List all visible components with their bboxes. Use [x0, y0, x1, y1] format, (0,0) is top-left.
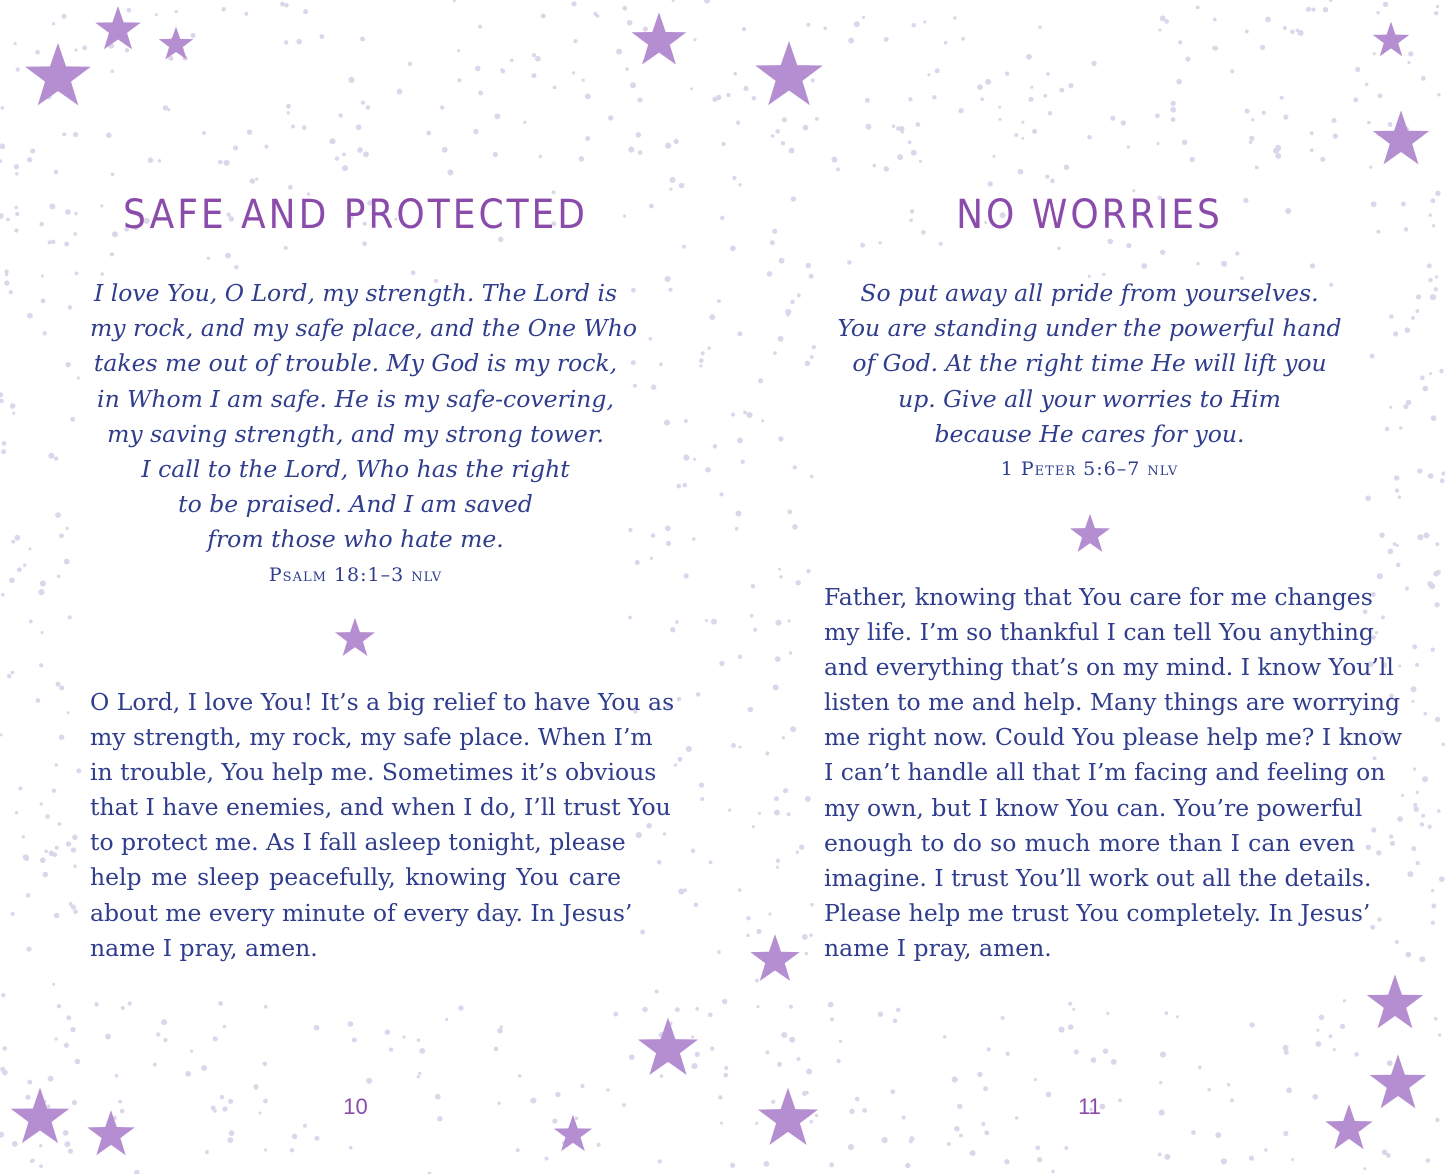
prayer-line: to protect me. As I fall asleep tonight, please [90, 828, 626, 857]
page-number: 10 [343, 1094, 368, 1119]
prayer-line: imagine. I trust You’ll work out all the details. [824, 863, 1372, 892]
page-title: SAFE AND PROTECTED [122, 192, 588, 238]
prayer-line: my own, but I know You can. You’re powerful [824, 793, 1363, 822]
verse-line: I call to the Lord, Who has the right [141, 455, 570, 484]
left-page [90, 0, 675, 1174]
prayer-line: enough to do so much more than I can even [824, 828, 1355, 857]
verse-line: because He cares for you. [934, 419, 1245, 448]
prayer-line: about me every minute of every day. In Jesus’ [90, 898, 633, 927]
divider-star-icon [1068, 512, 1112, 556]
page-title: NO WORRIES [956, 192, 1223, 238]
prayer-line: name I pray, amen. [90, 933, 318, 962]
scripture-verse [90, 276, 637, 593]
verse-line: from those who hate me. [207, 525, 504, 554]
verse-line: You are standing under the powerful hand [837, 314, 1342, 343]
prayer-line: O Lord, I love You! It’s a big relief to have You as [90, 688, 675, 716]
prayer-line: name I pray, amen. [824, 933, 1052, 962]
verse-line: to be praised. And I am saved [178, 490, 533, 519]
scripture-verse [824, 276, 1355, 487]
prayer-line: me right now. Could You please help me? I know [824, 723, 1403, 752]
verse-reference: Psalm 18:1–3 nlv [268, 563, 443, 586]
prayer-line: that I have enemies, and when I do, I’ll trust You [90, 793, 671, 822]
verse-line: takes me out of trouble. My God is my rock, [93, 349, 618, 378]
prayer-line: my life. I’m so thankful I can tell You anything [824, 618, 1374, 647]
prayer-line: and everything that’s on my mind. I know You’ll [824, 653, 1394, 682]
prayer-line: Please help me trust You completely. In Jesus’ [824, 898, 1371, 927]
prayer-line: listen to me and help. Many things are worrying [824, 688, 1401, 717]
prayer-text [90, 685, 675, 966]
verse-line: up. Give all your worries to Him [898, 384, 1281, 413]
prayer-line: Father, knowing that You care for me changes [824, 583, 1373, 611]
verse-line: of God. At the right time He will lift you [852, 349, 1327, 378]
prayer-text [824, 580, 1403, 966]
verse-line: in Whom I am safe. He is my safe-covering, [97, 384, 614, 413]
verse-line: my rock, and my safe place, and the One Who [90, 314, 637, 343]
verse-line: my saving strength, and my strong tower. [107, 419, 604, 448]
right-page [824, 0, 1403, 1174]
divider-star-icon [333, 616, 377, 660]
prayer-line: help me sleep peacefully, knowing You care [90, 863, 621, 892]
page-number: 11 [1078, 1094, 1101, 1119]
prayer-line: I can’t handle all that I’m facing and feeling on [824, 758, 1386, 787]
prayer-line: in trouble, You help me. Sometimes it’s obvious [90, 758, 657, 787]
verse-line: I love You, O Lord, my strength. The Lord is [93, 279, 618, 307]
verse-line: So put away all pride from yourselves. [860, 279, 1319, 307]
prayer-line: my strength, my rock, my safe place. When I’m [90, 723, 653, 752]
verse-reference: 1 Peter 5:6–7 nlv [1000, 458, 1179, 481]
